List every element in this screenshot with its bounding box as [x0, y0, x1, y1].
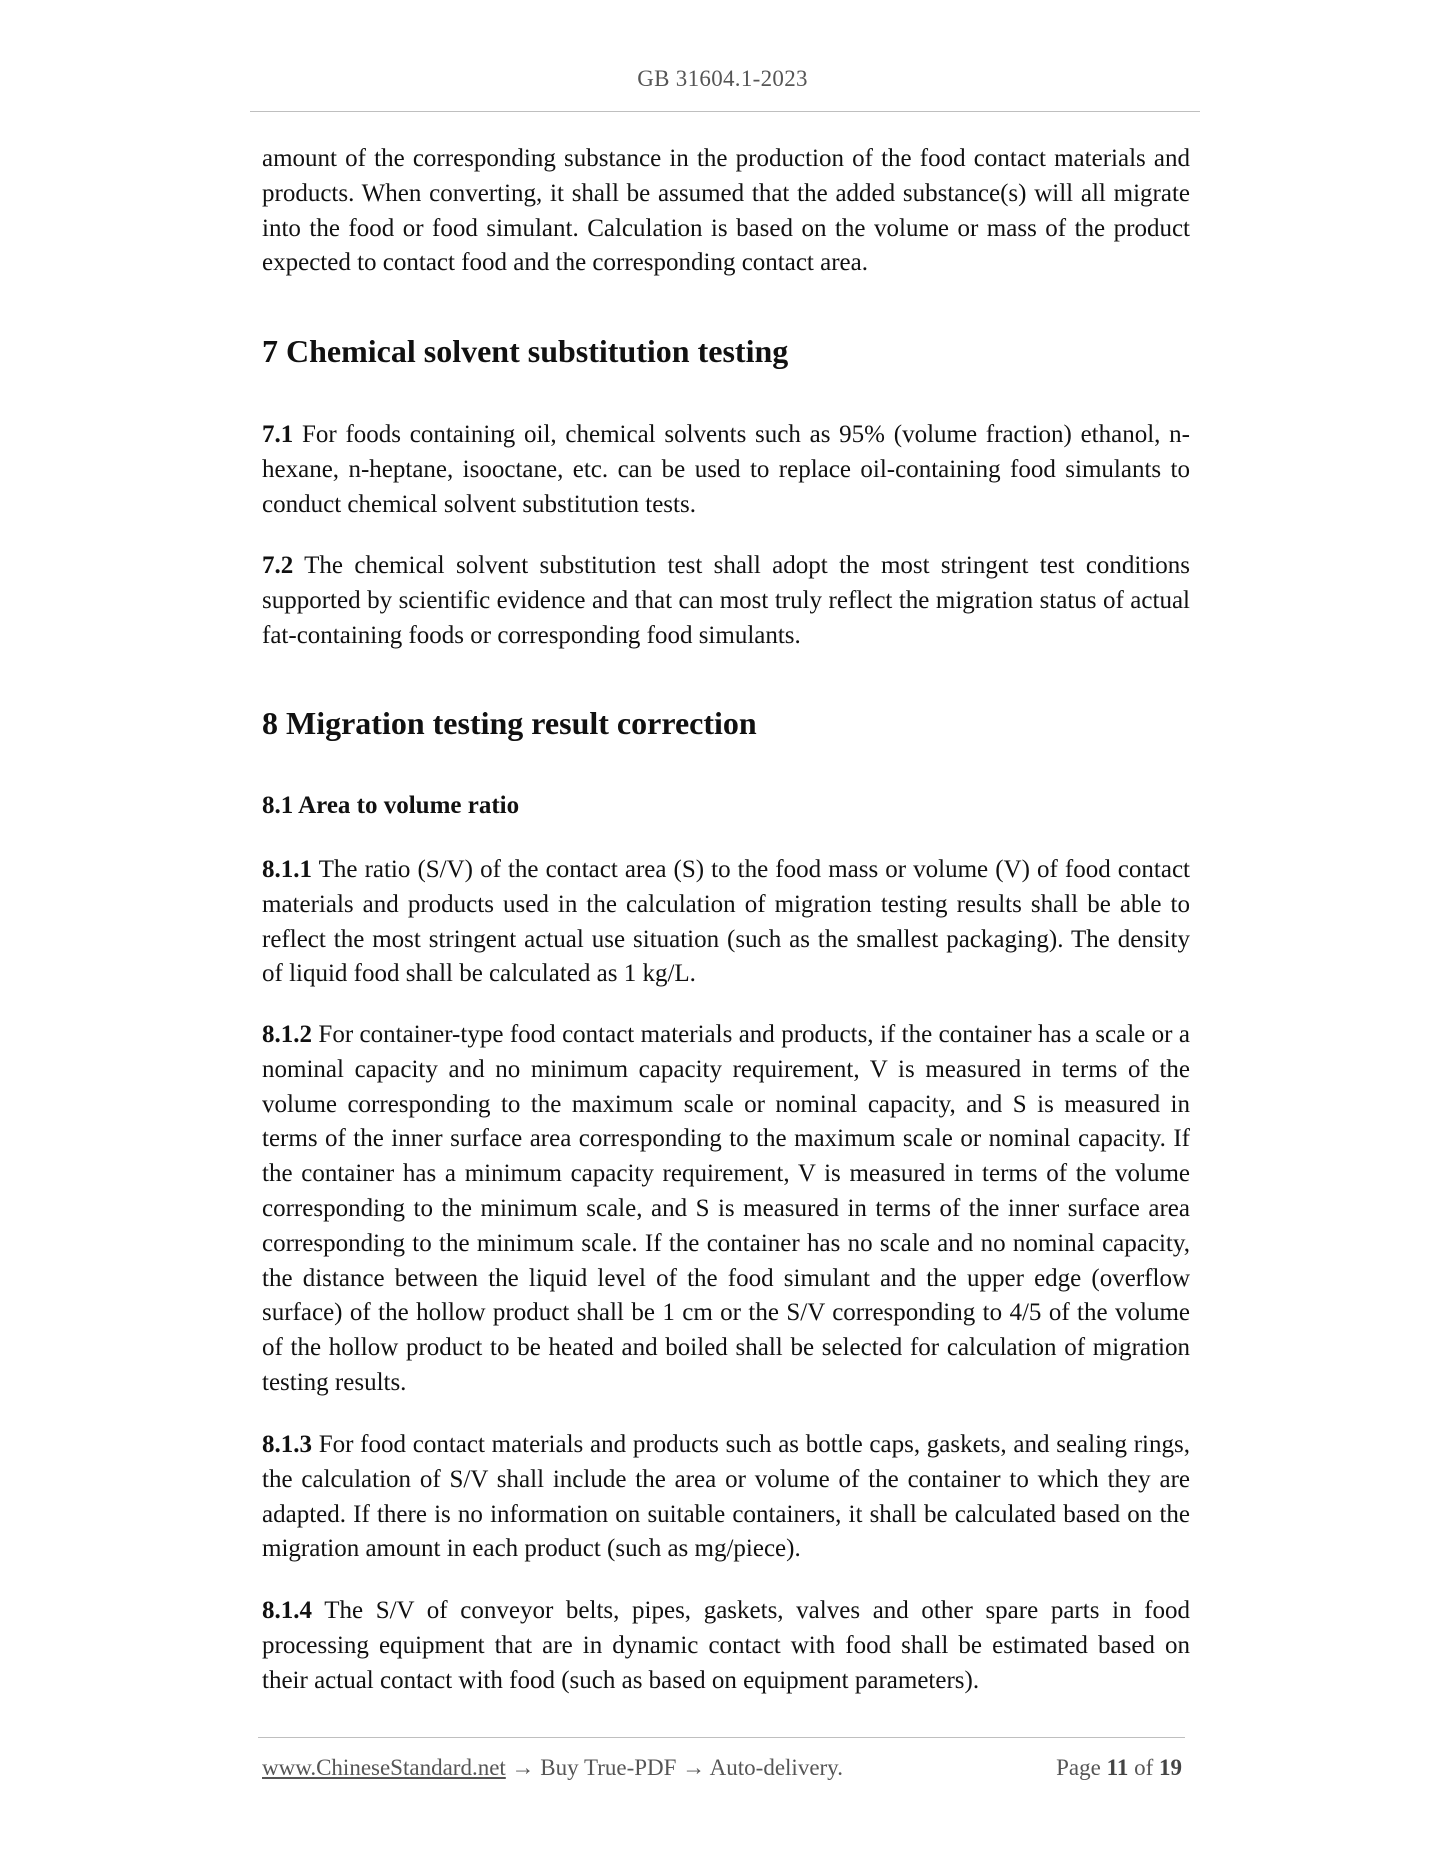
footer-promo — [262, 1755, 843, 1781]
clause-8-1-2 — [262, 1018, 1190, 1401]
intro-paragraph: amount of the corresponding substance in the production of the food contact materials and products. When converting, it shall be assumed that the added substance(s) will all migrate into the food or food simulant. Calculation is based on the volume or mass of the product expected to contact food and the corresponding contact area. — [262, 145, 1190, 277]
website-link[interactable]: www.ChineseStandard.net — [262, 1755, 506, 1780]
clause-text: For food contact materials and products such as bottle caps, gaskets, and sealing rings, the calculation of S/V shall include the area or volume of the container to which they are adapted. If there is no information on suitable containers, it shall be calculated based on the migration amount in each product (such as mg/piece). — [262, 1431, 1190, 1563]
clause-number: 8.1.2 — [262, 1021, 312, 1048]
current-page: 11 — [1106, 1755, 1129, 1780]
clause-number: 8.1.3 — [262, 1431, 312, 1458]
clause-text: The S/V of conveyor belts, pipes, gaskets, valves and other spare parts in food processing equipment that are in dynamic contact with food shall be estimated based on their actual contact with food (such as based on equipment parameters). — [262, 1597, 1190, 1694]
clause-text: For container-type food contact materials and products, if the container has a scale or a nominal capacity and no minimum capacity requirement, V is measured in terms of the volume corresponding to the maximum scale or nominal capacity, and S is measured in terms of the inner surface area corresponding to the maximum scale or nominal capacity. If the container has a minimum capacity requirement, V is measured in terms of the volume corresponding to the minimum scale, and S is measured in terms of the inner surface area corresponding to the minimum scale. If the container has no scale and no nominal capacity, the distance between the liquid level of the food simulant and the upper edge (overflow surface) of the hollow product shall be 1 cm or the S/V corresponding to 4/5 of the volume of the hollow product to be heated and boiled shall be selected for calculation of migration testing results. — [262, 1021, 1190, 1396]
arrow-right-icon: → — [511, 1755, 535, 1780]
clause-number: 7.1 — [262, 421, 294, 448]
total-pages: 19 — [1159, 1755, 1182, 1780]
clause-8-1-3 — [262, 1428, 1190, 1567]
page-header-title: GB 31604.1-2023 — [637, 66, 808, 91]
header-divider — [250, 111, 1200, 112]
clause-number: 8.1.1 — [262, 856, 312, 883]
page-label: Page — [1056, 1755, 1107, 1780]
clause-8-1-1 — [262, 853, 1190, 992]
clause-text: The chemical solvent substitution test shall adopt the most stringent test conditions supported by scientific evidence and that can most truly reflect the migration status of actual fat-containing foods or corresponding food simulants. — [262, 552, 1190, 649]
subsection-8-1-heading: 8.1 Area to volume ratio — [262, 792, 520, 819]
buy-true-pdf-text: Buy True-PDF — [534, 1755, 683, 1780]
page-of-label: of — [1128, 1755, 1159, 1780]
clause-number: 8.1.4 — [262, 1597, 312, 1624]
clause-7-2 — [262, 549, 1190, 653]
page-number — [1056, 1755, 1182, 1781]
footer-divider — [258, 1737, 1185, 1738]
section-8-heading: 8 Migration testing result correction — [262, 705, 757, 741]
section-7-heading: 7 Chemical solvent substitution testing — [262, 333, 789, 369]
clause-7-1 — [262, 418, 1190, 522]
clause-number: 7.2 — [262, 552, 294, 579]
arrow-right-icon: → — [682, 1755, 706, 1780]
clause-text: For foods containing oil, chemical solvents such as 95% (volume fraction) ethanol, n-hexane, n-heptane, isooctane, etc. can be used to replace oil-containing food simulants to conduct chemical solvent substitution tests. — [262, 421, 1190, 518]
auto-delivery-text: Auto-delivery. — [705, 1755, 843, 1780]
clause-text: The ratio (S/V) of the contact area (S) to the food mass or volume (V) of food contact materials and products used in the calculation of migration testing results shall be able to reflect the most stringent actual use situation (such as the smallest packaging). The density of liquid food shall be calculated as 1 kg/L. — [262, 856, 1190, 988]
clause-8-1-4 — [262, 1594, 1190, 1698]
